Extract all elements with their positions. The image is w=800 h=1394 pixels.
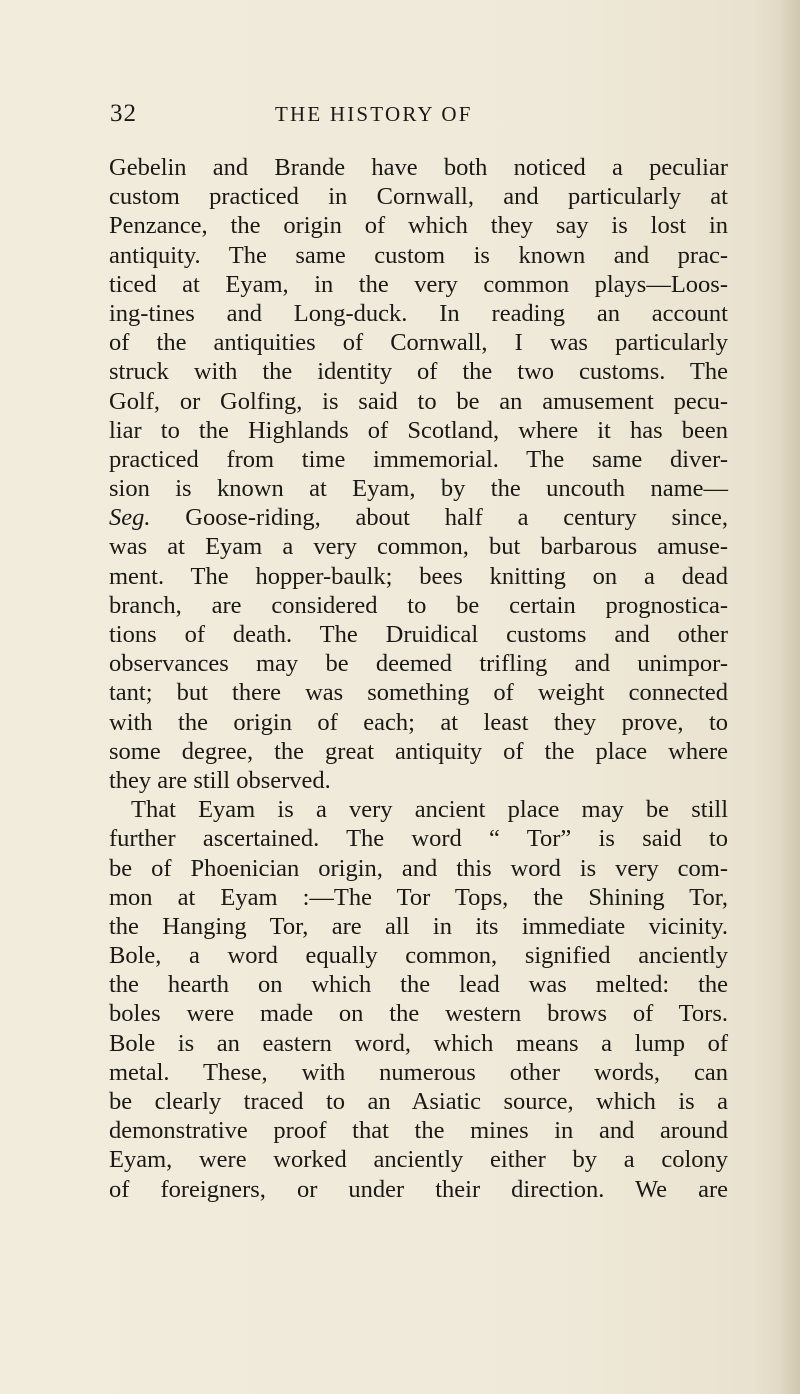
text-line: of the antiquities of Cornwall, I was particularly — [109, 329, 728, 357]
text-line: ing-tines and Long-duck. In reading an account — [109, 299, 728, 327]
text-line: tions of death. The Druidical customs and other — [109, 621, 728, 648]
running-head: THE HISTORY OF — [275, 102, 473, 126]
text-line: Golf, or Golfing, is said to be an amusement pecu- — [109, 387, 728, 415]
text-line: tant; but there was something of weight connected — [109, 679, 728, 707]
text-line: branch, are considered to be certain prognostica- — [109, 591, 728, 619]
text-line: mon at Eyam :—The Tor Tops, the Shining Tor, — [109, 883, 728, 911]
text-line: demonstrative proof that the mines in and around — [109, 1117, 728, 1145]
text-line: struck with the identity of the two customs. The — [109, 358, 728, 386]
text-line: be of Phoenician origin, and this word is very com- — [109, 854, 728, 882]
text-line: Penzance, the origin of which they say is lost in — [109, 212, 728, 240]
text-line: Bole is an eastern word, which means a lump of — [109, 1029, 728, 1057]
text-line: further ascertained. The word “ Tor” is said to — [109, 825, 728, 853]
page-header — [110, 100, 710, 136]
text-line: the Hanging Tor, are all in its immediate vicinity. — [109, 912, 728, 940]
text-line-rest: Goose-riding, about half a century since, — [185, 504, 729, 532]
text-line: with the origin of each; at least they prove, to — [109, 708, 728, 736]
text-line: sion is known at Eyam, by the uncouth name— — [109, 475, 728, 503]
text-line: ment. The hopper-baulk; bees knitting on a dead — [109, 562, 728, 590]
text-line: antiquity. The same custom is known and prac- — [109, 241, 728, 269]
text-line: boles were made on the western brows of Tors. — [109, 1000, 728, 1028]
text-line: metal. These, with numerous other words, can — [109, 1058, 728, 1086]
body-text — [109, 153, 728, 1204]
page-edge-shadow — [778, 0, 800, 1394]
text-line: of foreigners, or under their direction. We are — [109, 1175, 728, 1203]
text-line: Bole, a word equally common, signified anciently — [109, 942, 728, 970]
text-line: was at Eyam a very common, but barbarous amuse- — [109, 533, 728, 561]
text-line: custom practiced in Cornwall, and particularly at — [109, 183, 728, 211]
text-line: some degree, the great antiquity of the place where — [109, 737, 728, 765]
text-line: Gebelin and Brande have both noticed a peculiar — [109, 154, 728, 181]
text-line: Eyam, were worked anciently either by a colony — [109, 1146, 728, 1174]
paragraph-start-line: That Eyam is a very ancient place may be still — [131, 796, 728, 824]
text-line: observances may be deemed trifling and unimpor- — [109, 650, 728, 678]
text-line: ticed at Eyam, in the very common plays—Loos- — [109, 270, 728, 298]
paragraph-end-line: they are still observed. — [109, 766, 331, 794]
text-line-with-italic — [109, 503, 728, 532]
text-line: the hearth on which the lead was melted: the — [109, 971, 728, 999]
italic-word: Seg. — [109, 504, 151, 532]
text-line: liar to the Highlands of Scotland, where it has been — [109, 416, 728, 444]
page-number: 32 — [110, 100, 137, 127]
text-line: practiced from time immemorial. The same diver- — [109, 445, 728, 473]
text-line: be clearly traced to an Asiatic source, which is a — [109, 1088, 728, 1115]
